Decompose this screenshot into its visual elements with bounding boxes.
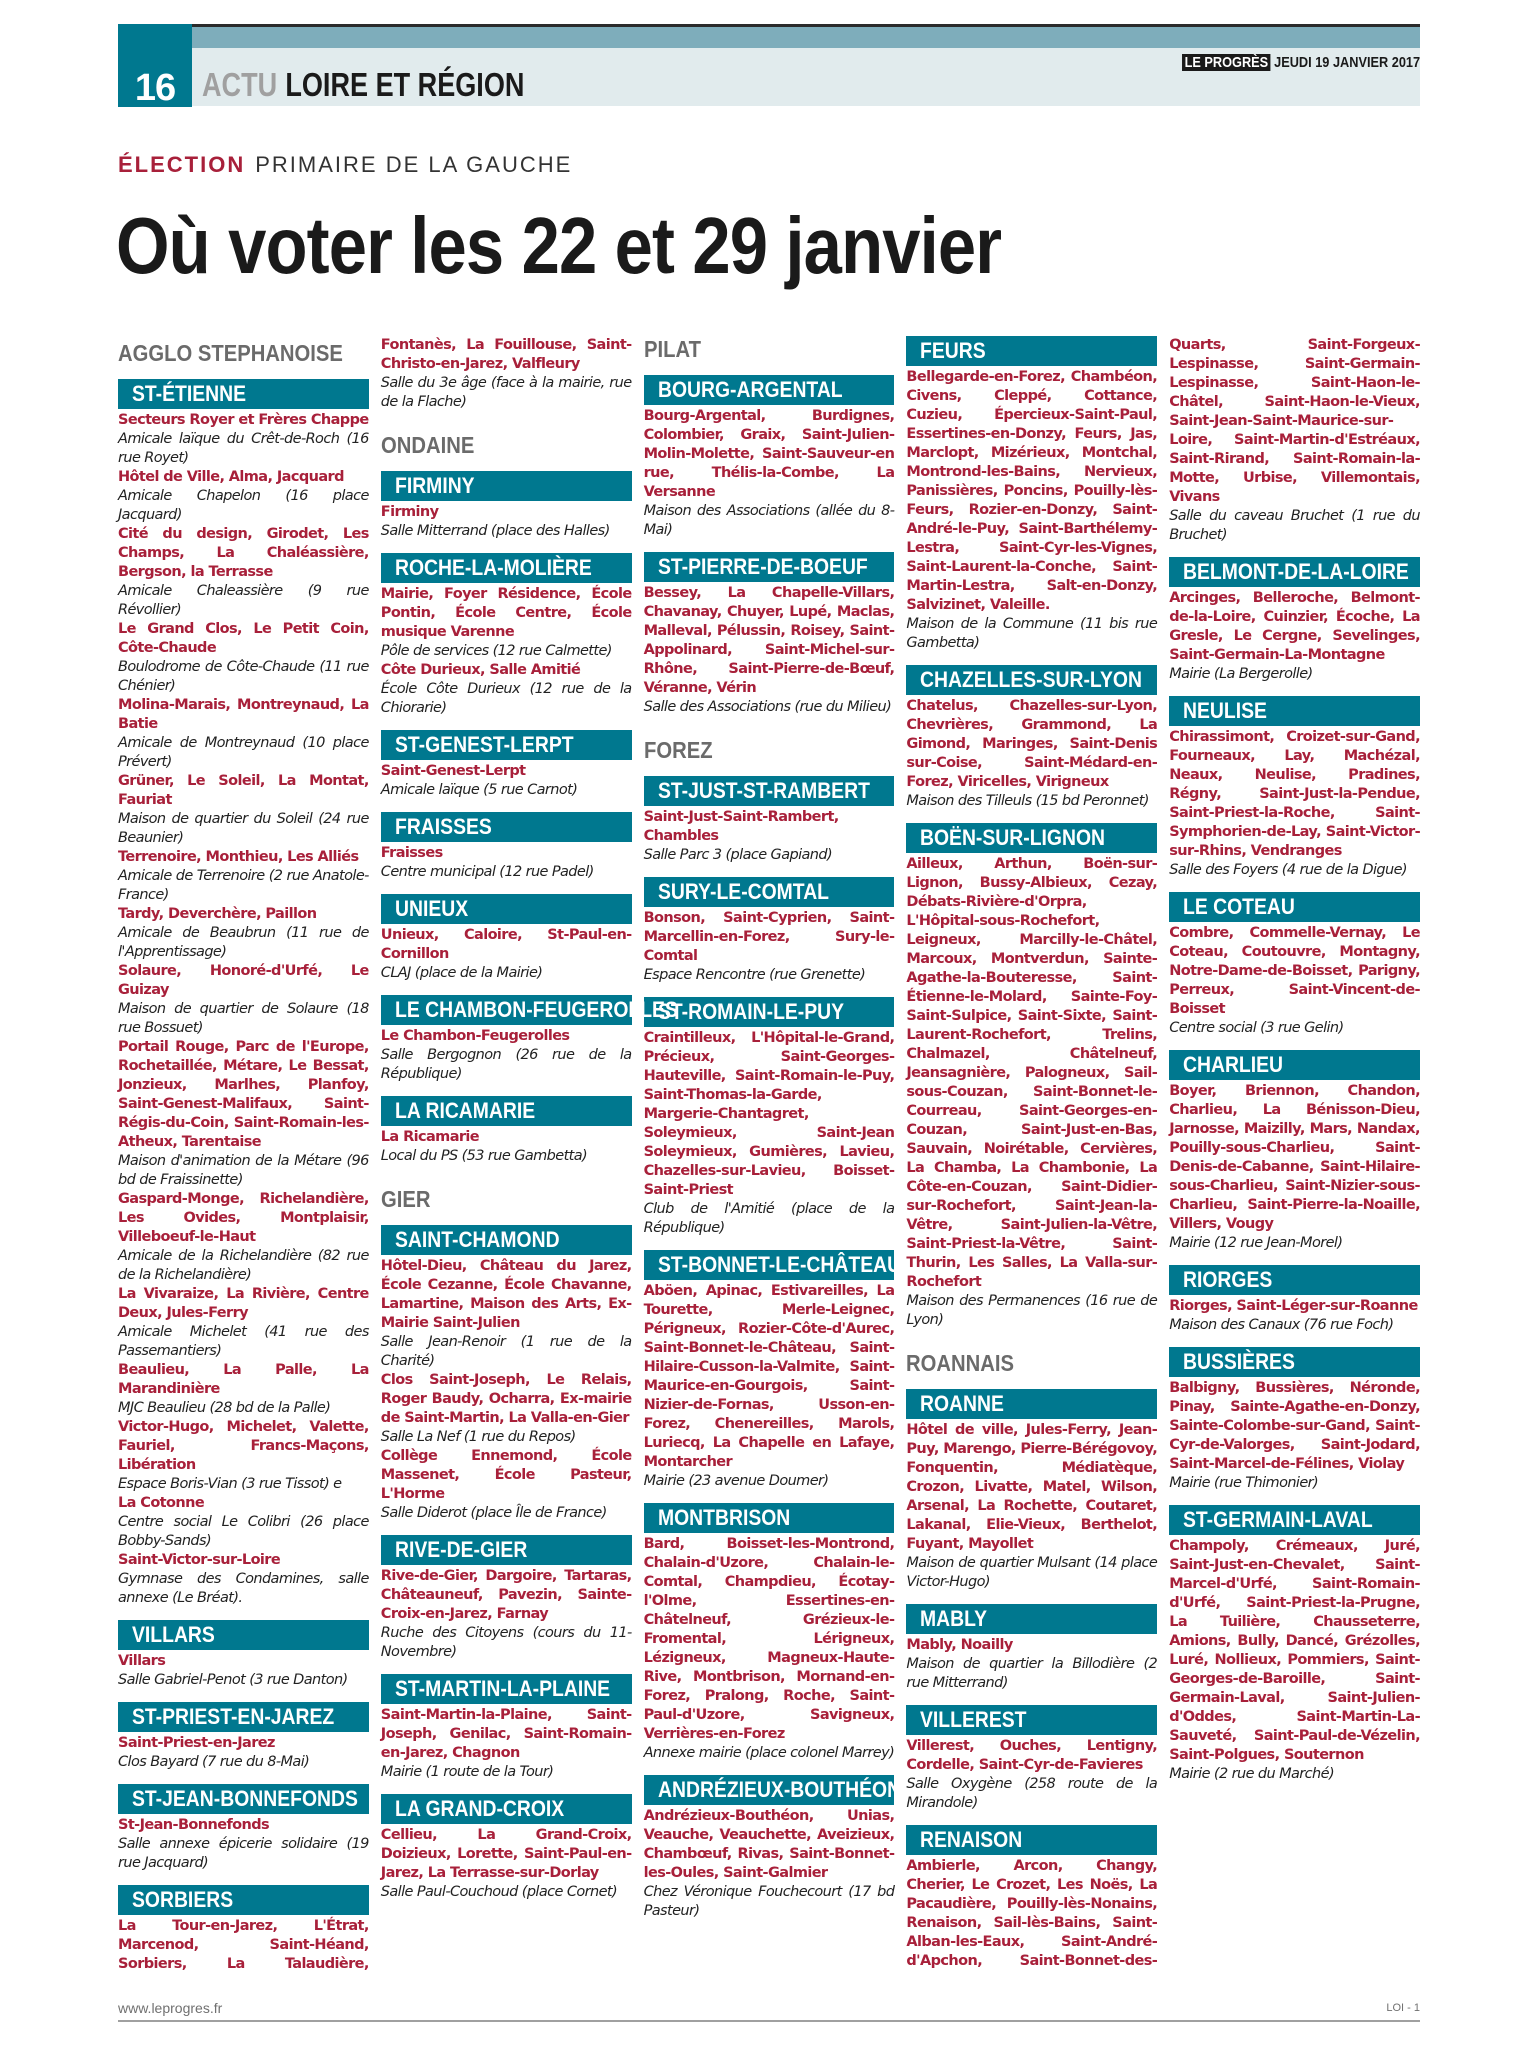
region-heading: PILAT	[643, 336, 701, 362]
kicker-topic: PRIMAIRE DE LA GAUCHE	[255, 152, 573, 177]
city-name: FIRMINY	[394, 473, 475, 498]
polling-station-address: Amicale de Terrenoire (2 rue Anatole-France)	[118, 868, 369, 903]
polling-localities: Riorges, Saint-Léger-sur-Roanne	[1169, 1298, 1418, 1314]
city-name: MONTBRISON	[657, 1505, 790, 1530]
polling-station-address: Maison des Tilleuls (15 bd Peronnet)	[906, 793, 1149, 809]
city-banner	[381, 1794, 632, 1824]
region-heading: GIER	[380, 1186, 431, 1212]
section-title: LOIRE ET RÉGION	[285, 66, 525, 103]
polling-station-address: Salle La Nef (1 rue du Repos)	[380, 1429, 576, 1445]
city-name: ST-JUST-ST-RAMBERT	[657, 778, 870, 803]
polling-localities: Molina-Marais, Montreynaud, La Batie	[118, 697, 369, 732]
city-name: CHARLIEU	[1183, 1052, 1284, 1077]
headline: Où voter les 22 et 29 janvier	[116, 201, 1002, 290]
polling-station-address: Salle Jean-Renoir (1 rue de la Charité)	[380, 1334, 632, 1369]
polling-station-address: Local du PS (53 rue Gambetta)	[380, 1148, 588, 1164]
polling-localities: La Cotonne	[118, 1495, 205, 1511]
city-name: UNIEUX	[394, 896, 468, 921]
polling-localities: St-Jean-Bonnefonds	[118, 1817, 270, 1833]
polling-localities: Le Chambon-Feugerolles	[380, 1028, 570, 1044]
polling-station-address: CLAJ (place de la Mairie)	[380, 965, 543, 981]
header-top-band	[118, 24, 1420, 48]
polling-localities: Victor-Hugo, Michelet, Valette, Fauriel, Francs-Maçons, Libération	[118, 1419, 369, 1473]
city-name: SORBIERS	[132, 1887, 234, 1912]
polling-localities: Unieux, Caloire, St-Paul-en-Cornillon	[380, 927, 632, 962]
city-name: LE COTEAU	[1183, 894, 1296, 919]
city-banner	[644, 375, 895, 405]
city-banner	[906, 1705, 1157, 1735]
polling-station-address: Salle Mitterrand (place des Halles)	[380, 523, 610, 539]
footer-page-code: LOI - 1	[1386, 2002, 1420, 2014]
city-banner	[118, 1885, 369, 1915]
polling-localities: Aböen, Apinac, Estivareilles, La Tourette, Merle-Leignec, Périgneux, Rozier-Côte-d'Aurec, Saint-Bonnet-le-Château, Saint-Hilaire-Cusson-la-Valmite, Saint-Maurice-en-Gourgois, Saint-Nizier-de-Fornas, Usson-en-Forez, Chenereilles, Marols, Luriecq, La Chapelle en Lafaye, Montarcher	[643, 1283, 895, 1470]
polling-station-address: Salle Diderot (place Île de France)	[380, 1505, 607, 1521]
city-name: ST-PRIEST-EN-JAREZ	[132, 1704, 335, 1729]
city-name: ST-GENEST-LERPT	[394, 732, 574, 757]
polling-station-address: Salle Gabriel-Penot (3 rue Danton)	[118, 1672, 348, 1688]
city-banner	[1169, 1265, 1420, 1295]
city-banner	[644, 1503, 895, 1533]
city-banner	[644, 1250, 901, 1280]
region-heading: AGGLO STEPHANOISE	[118, 340, 343, 366]
polling-station-address: Clos Bayard (7 rue du 8-Mai)	[118, 1754, 310, 1770]
polling-localities: Fraisses	[380, 845, 443, 861]
city-name: RIORGES	[1183, 1267, 1273, 1292]
page-number: 16	[118, 24, 192, 107]
city-banner	[381, 471, 632, 501]
polling-station-address: Maison des Associations (allée du 8-Mai)	[643, 503, 895, 538]
city-banner	[906, 823, 1157, 853]
polling-localities: Chatelus, Chazelles-sur-Lyon, Chevrières, Grammond, La Gimond, Maringes, Saint-Denis sur-Coise, Saint-Médard-en-Forez, Viricelles, Virigneux	[906, 698, 1158, 790]
city-banner	[1169, 557, 1420, 587]
city-name: LA RICAMARIE	[394, 1098, 535, 1123]
polling-station-address: École Côte Durieux (12 rue de la Chiorarie)	[380, 681, 632, 716]
polling-station-address: Mairie (rue Thimonier)	[1169, 1475, 1319, 1491]
city-banner	[906, 1604, 1157, 1634]
city-banner	[644, 997, 895, 1027]
polling-localities: Terrenoire, Monthieu, Les Alliés	[118, 849, 359, 865]
region-heading: ROANNAIS	[906, 1350, 1015, 1376]
city-name: ROCHE-LA-MOLIÈRE	[394, 555, 592, 580]
polling-localities: Côte Durieux, Salle Amitié	[380, 662, 581, 678]
polling-localities: Mairie, Foyer Résidence, École Pontin, École Centre, École musique Varenne	[380, 586, 632, 640]
polling-localities: Tardy, Deverchère, Paillon	[118, 906, 317, 922]
city-name: BOËN-SUR-LIGNON	[920, 825, 1106, 850]
city-name: MABLY	[920, 1606, 988, 1631]
city-banner	[1169, 1347, 1420, 1377]
city-banner	[644, 1775, 901, 1805]
polling-station-address: Salle Parc 3 (place Gapiand)	[643, 847, 833, 863]
polling-station-address: Mairie (1 route de la Tour)	[380, 1764, 554, 1780]
polling-station-address: MJC Beaulieu (28 bd de la Palle)	[118, 1400, 331, 1416]
city-name: NEULISE	[1183, 698, 1268, 723]
polling-station-address: Espace Rencontre (rue Grenette)	[643, 967, 866, 983]
polling-localities: Le Grand Clos, Le Petit Coin, Côte-Chaude	[118, 621, 369, 656]
polling-station-address: Maison de quartier du Soleil (24 rue Beaunier)	[118, 811, 369, 846]
polling-localities: Craintilleux, L'Hôpital-le-Grand, Précieux, Saint-Georges-Hauteville, Saint-Romain-le-Puy, Saint-Thomas-la-Garde, Margerie-Chantagret, Soleymieux, Saint-Jean Soleymieux, Gumières, Lavieu, Chazelles-sur-Lavieu, Boisset-Saint-Priest	[643, 1030, 895, 1198]
city-banner	[381, 1096, 632, 1126]
city-name: ST-JEAN-BONNEFONDS	[132, 1786, 358, 1811]
polling-localities: Bourg-Argental, Burdignes, Colombier, Graix, Saint-Julien-Molin-Molette, Saint-Sauveur-en rue, Thélis-la-Combe, La Versanne	[643, 408, 895, 500]
polling-localities: Ambierle, Arcon, Changy, Cherier, Le Crozet, Les Noës, La Pacaudière, Pouilly-lès-Nonains, Renaison, Sail-lès-Bains, Saint-Alban-les-Eaux, Saint-André-d'Apchon, Saint-Bonnet-des-Quarts, Saint-Forgeux-Lespinasse, Saint-Germain-Lespinasse, Saint-Haon-le-Châtel, Saint-Haon-le-Vieux, Saint-Jean-Saint-Maurice-sur-Loire, Saint-Martin-d'Estréaux, Saint-Rirand, Saint-Romain-la-Motte, Urbise, Villemontais, Vivans	[906, 337, 1420, 1969]
city-banner	[381, 894, 632, 924]
city-name: VILLARS	[132, 1622, 215, 1647]
city-name: ST-BONNET-LE-CHÂTEAU	[657, 1252, 901, 1277]
city-banner	[381, 1674, 632, 1704]
city-name: BUSSIÈRES	[1183, 1349, 1296, 1374]
polling-station-address: Salle des Associations (rue du Milieu)	[643, 699, 892, 715]
polling-station-address: Espace Boris-Vian (3 rue Tissot) e	[118, 1476, 342, 1492]
polling-station-address: Salle Bergognon (26 rue de la République)	[380, 1047, 632, 1082]
city-name: ST-ROMAIN-LE-PUY	[657, 999, 844, 1024]
polling-localities: Bessey, La Chapelle-Villars, Chavanay, Chuyer, Lupé, Maclas, Malleval, Pélussin, Roisey, Saint-Appolinard, Saint-Michel-sur-Rhône, Saint-Pierre-de-Bœuf, Véranne, Vérin	[643, 585, 895, 696]
city-name: LA GRAND-CROIX	[394, 1796, 565, 1821]
polling-localities: Combre, Commelle-Vernay, Le Coteau, Coutouvre, Montagny, Notre-Dame-de-Boisset, Parigny, Perreux, Saint-Vincent-de-Boisset	[1169, 925, 1420, 1017]
kicker	[118, 152, 572, 178]
page-footer	[118, 2000, 1420, 2022]
publication-date: JEUDI 19 JANVIER 2017	[1273, 54, 1420, 71]
polling-localities: Saint-Martin-la-Plaine, Saint-Joseph, Genilac, Saint-Romain-en-Jarez, Chagnon	[380, 1707, 632, 1761]
polling-station-address: Centre municipal (12 rue Padel)	[380, 864, 594, 880]
polling-station-address: Mairie (2 rue du Marché)	[1169, 1766, 1335, 1782]
city-banner	[906, 665, 1157, 695]
polling-localities: La Ricamarie	[380, 1129, 480, 1145]
polling-localities: Clos Saint-Joseph, Le Relais, Roger Baudy, Ocharra, Ex-mairie de Saint-Martin, La Valla-en-Gier	[380, 1372, 632, 1426]
polling-station-address: Boulodrome de Côte-Chaude (11 rue Chénier)	[118, 659, 369, 694]
polling-station-address: Centre social (3 rue Gelin)	[1169, 1020, 1344, 1036]
city-banner	[906, 1825, 1157, 1855]
polling-station-address: Amicale laïque du Crêt-de-Roch (16 rue Royet)	[118, 431, 369, 466]
city-name: FEURS	[920, 338, 987, 363]
city-name: BOURG-ARGENTAL	[657, 377, 843, 402]
polling-station-address: Maison des Permanences (16 rue de Lyon)	[906, 1293, 1158, 1328]
polling-localities: La Tour-en-Jarez, L'Étrat, Marcenod, Saint-Héand, Sorbiers, La Talaudière, Fontanès, La Fouillouse, Saint-Christo-en-Jarez, Valfleury	[118, 337, 632, 1972]
city-name: ANDRÉZIEUX-BOUTHÉON	[657, 1777, 901, 1802]
polling-localities: Solaure, Honoré-d'Urfé, Le Guizay	[118, 963, 369, 998]
polling-localities: Firminy	[380, 504, 439, 520]
city-name: LE CHAMBON-FEUGEROLLES	[394, 997, 678, 1022]
polling-station-address: Maison de quartier de Solaure (18 rue Bossuet)	[118, 1001, 369, 1036]
polling-localities: Villars	[118, 1653, 166, 1669]
city-name: ST-ÉTIENNE	[132, 381, 247, 406]
polling-localities: Saint-Priest-en-Jarez	[118, 1735, 275, 1751]
city-name: SAINT-CHAMOND	[394, 1227, 560, 1252]
polling-station-address: Chez Véronique Fouchecourt (17 bd Pasteur)	[643, 1884, 895, 1919]
polling-station-address: Amicale Chapelon (16 place Jacquard)	[118, 488, 369, 523]
kicker-label: ÉLECTION	[118, 152, 246, 177]
city-name: VILLEREST	[920, 1707, 1027, 1732]
polling-localities: Gaspard-Monge, Richelandière, Les Ovides, Montplaisir, Villeboeuf-le-Haut	[118, 1191, 369, 1245]
city-banner	[118, 379, 369, 409]
city-banner	[381, 995, 678, 1025]
polling-station-address: Maison d'animation de la Métare (96 bd de Fraissinette)	[118, 1153, 369, 1188]
city-name: CHAZELLES-SUR-LYON	[920, 667, 1143, 692]
city-banner	[381, 812, 632, 842]
polling-localities: Beaulieu, La Palle, La Marandinière	[118, 1362, 369, 1397]
polling-localities: Boyer, Briennon, Chandon, Charlieu, La Bénisson-Dieu, Jarnosse, Maizilly, Mars, Nandax, Pouilly-sous-Charlieu, Saint-Denis-de-Cabanne, Saint-Hilaire-sous-Charlieu, Saint-Nizier-sous-Charlieu, Saint-Pierre-la-Noaille, Villers, Vougy	[1169, 1083, 1420, 1232]
city-banner	[906, 336, 1157, 366]
polling-station-address: Salle du caveau Bruchet (1 rue du Bruchet)	[1169, 508, 1420, 543]
city-name: ROANNE	[920, 1391, 1005, 1416]
region-heading: FOREZ	[643, 737, 713, 763]
city-banner	[644, 877, 895, 907]
city-banner	[381, 1225, 632, 1255]
polling-localities: Bonson, Saint-Cyprien, Saint-Marcellin-en-Forez, Sury-le-Comtal	[643, 910, 895, 964]
polling-localities: Saint-Victor-sur-Loire	[118, 1552, 281, 1568]
section-prefix: ACTU	[202, 66, 278, 103]
city-banner	[381, 553, 632, 583]
city-banner	[906, 1389, 1157, 1419]
city-name: FRAISSES	[394, 814, 492, 839]
newspaper-logo: LE PROGRÈS	[1182, 54, 1271, 71]
footer-url[interactable]: www.leprogres.fr	[118, 2000, 223, 2016]
polling-localities: Hôtel de ville, Jules-Ferry, Jean-Puy, Marengo, Pierre-Bérégovoy, Fonquentin, Médiatèque, Crozon, Livatte, Matel, Wilson, Arsenal, La Rochette, Coutaret, Lakanal, Elie-Vieux, Berthelot, Fuyant, Mayollet	[906, 1422, 1158, 1552]
polling-station-address: Amicale de Montreynaud (10 place Prévert)	[118, 735, 369, 770]
city-name: ST-GERMAIN-LAVAL	[1183, 1507, 1373, 1532]
polling-station-address: Amicale de la Richelandière (82 rue de la Richelandière)	[118, 1248, 369, 1283]
city-banner	[1169, 1505, 1420, 1535]
city-banner	[1169, 696, 1420, 726]
polling-station-address: Ruche des Citoyens (cours du 11-Novembre)	[380, 1625, 632, 1660]
article-columns	[118, 336, 1420, 1986]
section-rubric	[202, 66, 524, 104]
polling-localities: Secteurs Royer et Frères Chappe	[118, 412, 369, 428]
polling-station-address: Amicale de Beaubrun (11 rue de l'Apprentissage)	[118, 925, 369, 960]
polling-station-address: Maison de quartier la Billodière (2 rue Mitterrand)	[906, 1656, 1158, 1691]
polling-station-address: Gymnase des Condamines, salle annexe (Le Bréat).	[118, 1571, 369, 1606]
dateline	[1182, 54, 1420, 71]
polling-localities: Balbigny, Bussières, Néronde, Pinay, Sainte-Agathe-en-Donzy, Sainte-Colombe-sur-Gand, Saint-Cyr-de-Valorges, Saint-Jodard, Saint-Marcel-de-Félines, Violay	[1169, 1380, 1420, 1472]
polling-localities: Saint-Just-Saint-Rambert, Chambles	[643, 809, 839, 844]
polling-station-address: Mairie (23 avenue Doumer)	[643, 1473, 829, 1489]
polling-station-address: Salle des Foyers (4 rue de la Digue)	[1169, 862, 1407, 878]
polling-station-address: Club de l'Amitié (place de la République)	[643, 1201, 895, 1236]
polling-station-address: Amicale Michelet (41 rue des Passemantiers)	[118, 1324, 369, 1359]
polling-localities: Bellegarde-en-Forez, Chambéon, Civens, Cleppé, Cottance, Cuzieu, Épercieux-Saint-Paul, Essertines-en-Donzy, Feurs, Jas, Marclopt, Mizérieux, Montchal, Montrond-les-Bains, Nervieux, Panissières, Poncins, Pouilly-lès-Feurs, Rozier-en-Donzy, Saint-André-le-Puy, Saint-Barthélemy-Lestra, Saint-Cyr-les-Vignes, Saint-Laurent-la-Conche, Saint-Martin-Lestra, Salt-en-Donzy, Salvizinet, Valeille.	[906, 369, 1158, 613]
city-banner	[381, 1535, 632, 1565]
polling-station-address: Amicale Chaleassière (9 rue Révollier)	[118, 583, 369, 618]
polling-station-address: Salle annexe épicerie solidaire (19 rue Jacquard)	[118, 1836, 369, 1871]
polling-localities: Cellieu, La Grand-Croix, Doizieux, Lorette, Saint-Paul-en-Jarez, La Terrasse-sur-Dorlay	[380, 1827, 632, 1881]
city-name: RENAISON	[920, 1827, 1023, 1852]
polling-station-address: Maison de quartier Mulsant (14 place Victor-Hugo)	[906, 1555, 1158, 1590]
city-name: ST-PIERRE-DE-BOEUF	[657, 554, 868, 579]
polling-station-address: Mairie (La Bergerolle)	[1169, 666, 1313, 682]
polling-localities: Chirassimont, Croizet-sur-Gand, Fourneaux, Lay, Machézal, Neaux, Neulise, Pradines, Régny, Saint-Just-la-Pendue, Saint-Priest-la-Roche, Saint-Symphorien-de-Lay, Saint-Victor-sur-Rhins, Vendranges	[1169, 729, 1420, 859]
city-name: SURY-LE-COMTAL	[657, 879, 829, 904]
city-banner	[1169, 1050, 1420, 1080]
polling-station-address: Amicale laïque (5 rue Carnot)	[380, 782, 578, 798]
city-banner	[644, 552, 895, 582]
polling-station-address: Pôle de services (12 rue Calmette)	[380, 643, 612, 659]
polling-station-address: Annexe mairie (place colonel Marrey)	[643, 1745, 895, 1761]
polling-localities: Arcinges, Belleroche, Belmont-de-la-Loire, Cuinzier, Écoche, La Gresle, Le Cergne, Sevelinges, Saint-Germain-La-Montagne	[1169, 590, 1420, 663]
city-banner	[644, 776, 895, 806]
city-banner	[118, 1620, 369, 1650]
polling-localities: La Vivaraize, La Rivière, Centre Deux, Jules-Ferry	[118, 1286, 369, 1321]
polling-station-address: Maison de la Commune (11 bis rue Gambetta)	[906, 616, 1158, 651]
polling-station-address: Maison des Canaux (76 rue Foch)	[1169, 1317, 1394, 1333]
city-name: ST-MARTIN-LA-PLAINE	[394, 1676, 610, 1701]
polling-station-address: Centre social Le Colibri (26 place Bobby-Sands)	[118, 1514, 369, 1549]
polling-station-address: Salle Paul-Couchoud (place Cornet)	[380, 1884, 618, 1900]
polling-localities: Portail Rouge, Parc de l'Europe, Rochetaillée, Métare, Le Bessat, Jonzieux, Marlhes, Planfoy, Saint-Genest-Malifaux, Saint-Régis-du-Coin, Saint-Romain-les-Atheux, Tarentaise	[118, 1039, 369, 1150]
polling-localities: Ailleux, Arthun, Boën-sur-Lignon, Bussy-Albieux, Cezay, Débats-Rivière-d'Orpra, L'Hôpital-sous-Rochefort, Leigneux, Marcilly-le-Châtel, Marcoux, Montverdun, Sainte-Agathe-la-Bouteresse, Saint-Étienne-le-Molard, Sainte-Foy-Saint-Sulpice, Saint-Sixte, Saint-Laurent-Rochefort, Trelins, Chalmazel, Châtelneuf, Jeansagnière, Palogneux, Sail-sous-Couzan, Saint-Bonnet-le-Courreau, Saint-Georges-en-Couzan, Saint-Just-en-Bas, Sauvain, Noirétable, Cervières, La Chamba, La Chambonie, La Côte-en-Couzan, Saint-Didier-sur-Rochefort, Saint-Jean-la-Vêtre, Saint-Julien-la-Vêtre, Saint-Priest-la-Vêtre, Saint-Thurin, Les Salles, La Valla-sur-Rochefort	[906, 856, 1158, 1290]
polling-localities: Bard, Boisset-les-Montrond, Chalain-d'Uzore, Chalain-le-Comtal, Champdieu, Écotay-l'Olme, Essertines-en-Châtelneuf, Grézieux-le-Fromental, Lérigneux, Lézigneux, Magneux-Haute-Rive, Montbrison, Mornand-en-Forez, Pralong, Roche, Saint-Paul-d'Uzore, Savigneux, Verrières-en-Forez	[643, 1536, 895, 1742]
city-banner	[118, 1784, 369, 1814]
polling-localities: Rive-de-Gier, Dargoire, Tartaras, Châteauneuf, Pavezin, Sainte-Croix-en-Jarez, Farnay	[380, 1568, 632, 1622]
polling-localities: Saint-Genest-Lerpt	[380, 763, 526, 779]
city-banner	[118, 1702, 369, 1732]
polling-localities: Cité du design, Girodet, Les Champs, La Chaléassière, Bergson, la Terrasse	[118, 526, 369, 580]
city-banner	[381, 730, 632, 760]
polling-localities: Villerest, Ouches, Lentigny, Cordelle, Saint-Cyr-de-Favieres	[906, 1738, 1158, 1773]
city-banner	[1169, 892, 1420, 922]
polling-station-address: Salle Oxygène (258 route de la Mirandole)	[906, 1776, 1158, 1811]
polling-localities: Collège Ennemond, École Massenet, École Pasteur, L'Horme	[380, 1448, 632, 1502]
polling-station-address: Mairie (12 rue Jean-Morel)	[1169, 1235, 1343, 1251]
polling-localities: Andrézieux-Bouthéon, Unias, Veauche, Veauchette, Aveizieux, Chambœuf, Rivas, Saint-Bonnet-les-Oules, Saint-Galmier	[643, 1808, 895, 1881]
polling-localities: Hôtel de Ville, Alma, Jacquard	[118, 469, 344, 485]
city-name: BELMONT-DE-LA-LOIRE	[1183, 559, 1410, 584]
region-heading: ONDAINE	[380, 432, 475, 458]
polling-localities: Mably, Noailly	[906, 1637, 1013, 1653]
polling-localities: Champoly, Crémeaux, Juré, Saint-Just-en-Chevalet, Saint-Marcel-d'Urfé, Saint-Romain-d'Urfé, Saint-Priest-la-Prugne, La Tuilière, Chausseterre, Amions, Bully, Dancé, Grézolles, Luré, Nollieux, Pommiers, Saint-Georges-de-Baroille, Saint-Germain-Laval, Saint-Julien-d'Oddes, Saint-Martin-La-Sauveté, Saint-Paul-de-Vézelin, Saint-Polgues, Souternon	[1169, 1538, 1420, 1763]
city-name: RIVE-DE-GIER	[394, 1537, 528, 1562]
polling-localities: Grüner, Le Soleil, La Montat, Fauriat	[118, 773, 369, 808]
polling-localities: Hôtel-Dieu, Château du Jarez, École Cezanne, École Chavanne, Lamartine, Maison des Arts, Ex-Mairie Saint-Julien	[380, 1258, 632, 1331]
polling-station-address: Salle du 3e âge (face à la mairie, rue de la Flache)	[380, 375, 632, 410]
